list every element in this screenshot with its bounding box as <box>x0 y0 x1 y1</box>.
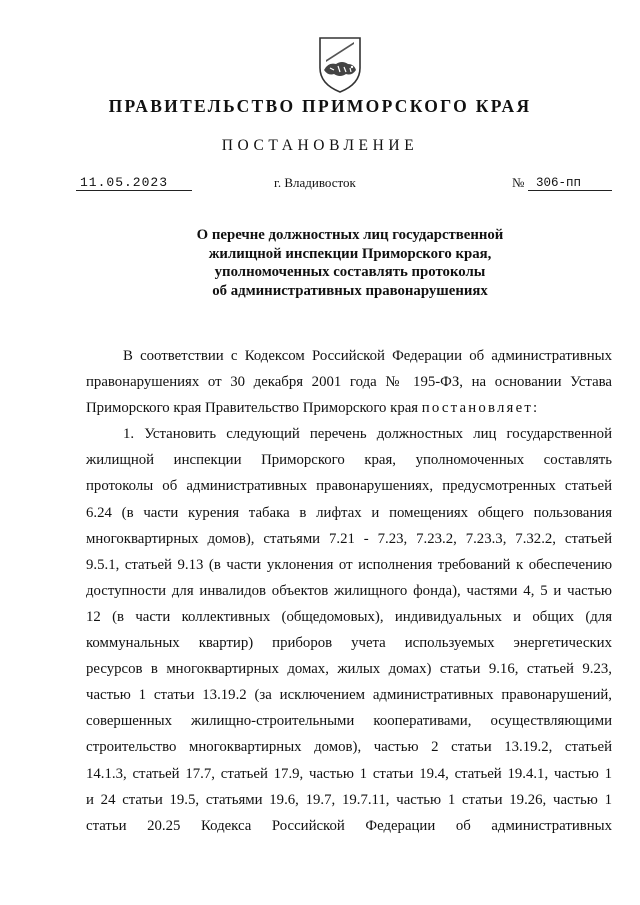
paragraph-line: правонарушениях от 30 декабря 2001 года № 195-ФЗ, на основании Устава <box>86 374 612 391</box>
paragraph-line: частью 1 статьи 13.19.2 (за исключением административных правонарушений, <box>86 687 612 704</box>
paragraph-line: 14.1.3, статьей 17.7, статьей 17.9, частью 1 статьи 19.4, статьей 19.4.1, частью 1 <box>86 765 612 782</box>
paragraph-line: совершенных жилищно-строительными кооперативами, осуществляющими <box>86 713 612 730</box>
title-line: О перечне должностных лиц государственной <box>196 227 504 243</box>
paragraph-line: коммунальных квартир) приборов учета используемых энергетических <box>86 635 612 652</box>
paragraph-line: доступности для инвалидов объектов жилищного фонда), частями 4, 5 и частью <box>86 582 612 599</box>
document-date: 11.05.2023 <box>76 176 192 191</box>
paragraph-line: 1. Установить следующий перечень должностных лиц государственной <box>123 426 612 443</box>
document-title <box>150 226 550 300</box>
paragraph-line: строительство многоквартирных домов), частью 2 статьи 13.19.2, статьей <box>86 739 612 756</box>
document-type: ПОСТАНОВЛЕНИЕ <box>221 137 419 154</box>
paragraph-line: протоколы об административных правонарушениях, предусмотренных статьей <box>86 478 612 495</box>
paragraph-line: статьи 20.25 Кодекса Российской Федерации об административных <box>86 817 612 834</box>
paragraph-line: 9.5.1, статьей 9.13 (в части уклонения от исполнения требований к обеспечению <box>86 556 612 573</box>
number-label: № <box>512 175 525 190</box>
title-line: уполномоченных составлять протоколы <box>214 264 486 280</box>
paragraph-line: ресурсов в многоквартирных домах, жилых домах) статьи 9.16, статьей 9.23, <box>86 661 612 678</box>
paragraph-line: многоквартирных домов), статьями 7.21 - 7.23, 7.23.2, 7.23.3, 7.32.2, статьей <box>86 530 612 547</box>
title-line: жилищной инспекции Приморского края, <box>208 245 492 262</box>
paragraph-line: 6.24 (в части курения табака в лифтах и помещениях общего пользования <box>86 504 612 521</box>
paragraph-text: Приморского края Правительство Приморского края <box>86 400 419 417</box>
government-name: ПРАВИТЕЛЬСТВО ПРИМОРСКОГО КРАЯ <box>108 96 532 116</box>
paragraph-line: 12 (в части коллективных (общедомовых), индивидуальных и общих (для <box>86 608 612 625</box>
document-number: 306-пп <box>528 176 612 191</box>
paragraph-line: В соответствии с Кодексом Российской Федерации об административных <box>123 348 612 364</box>
title-line: об административных правонарушениях <box>212 282 488 299</box>
paragraph-line: и 24 статьи 19.5, статьями 19.6, 19.7, 19.7.11, частью 1 статьи 19.26, частью 1 <box>86 791 612 808</box>
decree-keyword: постановляет: <box>421 400 540 417</box>
coat-of-arms-icon <box>316 34 364 94</box>
paragraph-line <box>86 395 612 421</box>
document-city: г. Владивосток <box>274 175 356 190</box>
document-body <box>86 343 612 839</box>
paragraph-line: жилищной инспекции Приморского края, уполномоченных составлять <box>86 452 612 469</box>
